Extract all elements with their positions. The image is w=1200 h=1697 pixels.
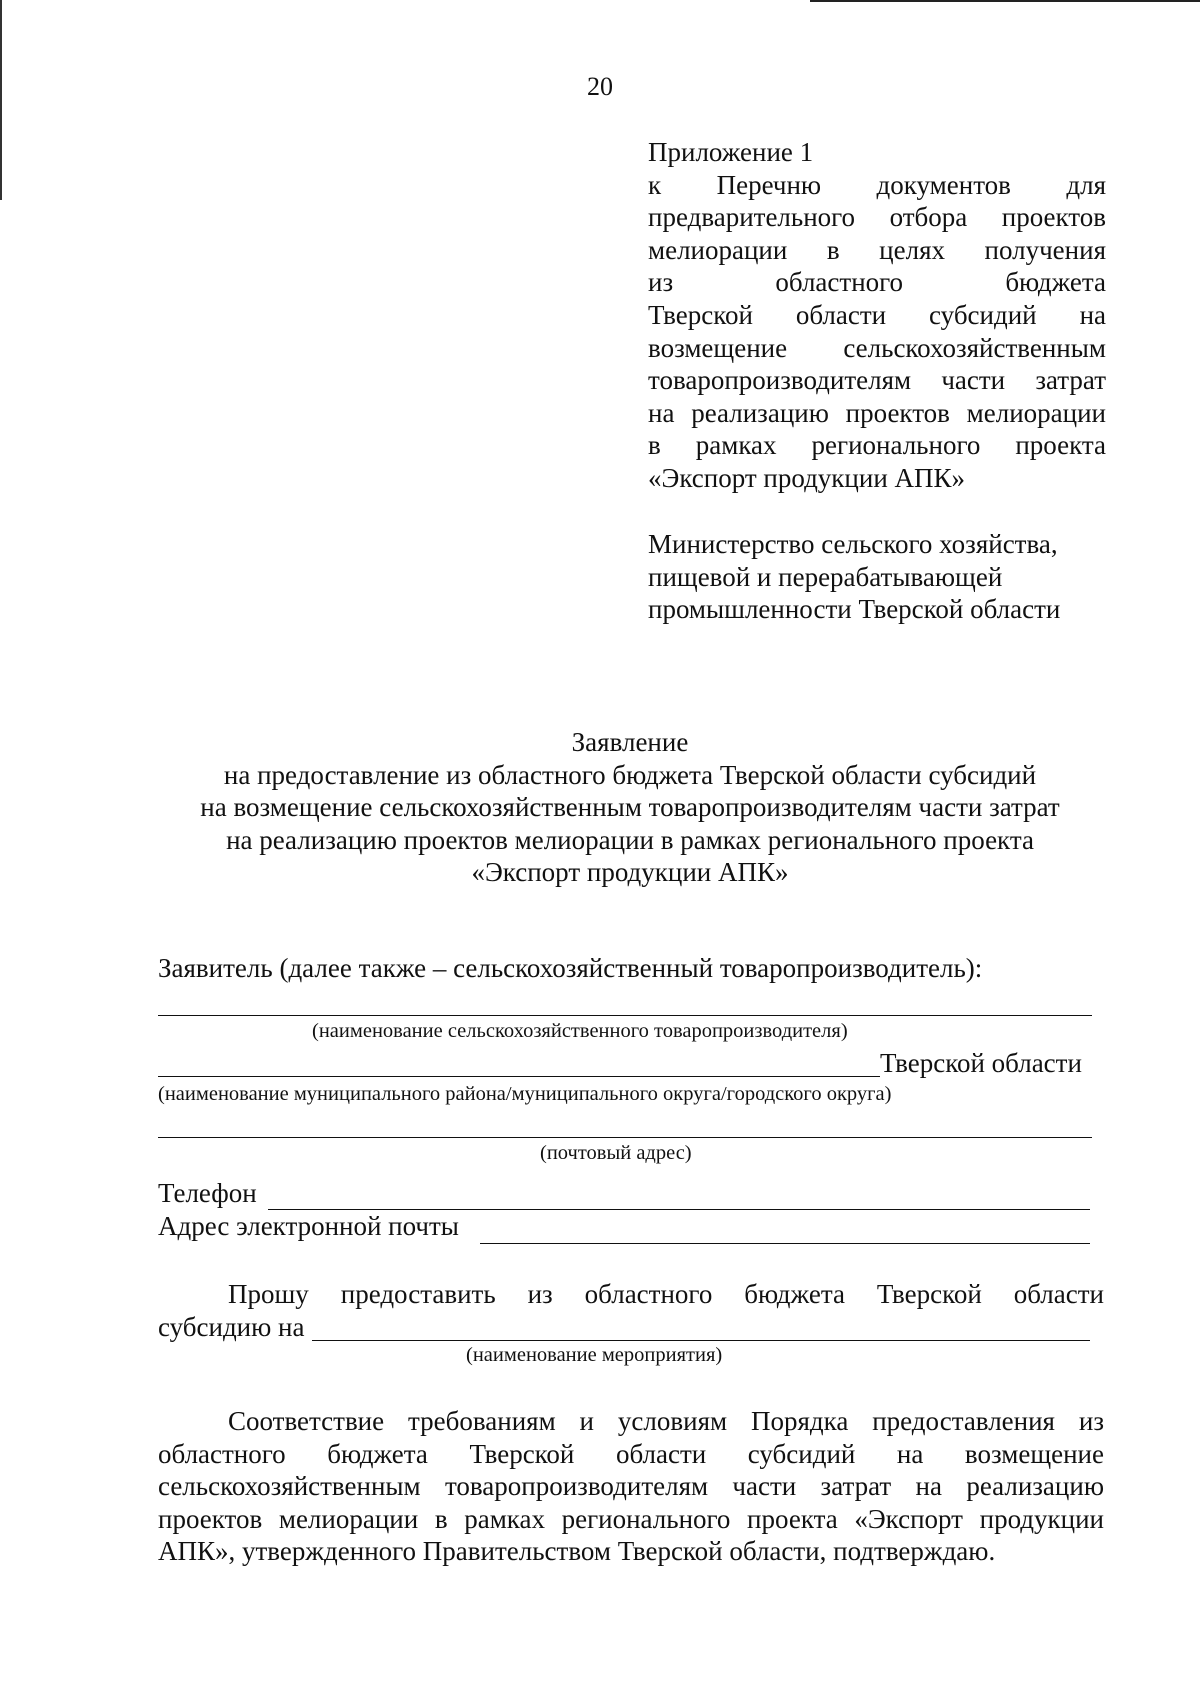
appendix-title: Приложение 1 xyxy=(648,137,814,167)
municipality-caption: (наименование муниципального района/муниципального округа/городского округа) xyxy=(158,1083,892,1105)
postal-address-caption: (почтовый адрес) xyxy=(540,1142,692,1164)
title-line: Заявление xyxy=(571,727,689,757)
scan-edge-line xyxy=(810,0,1200,2)
municipality-field[interactable] xyxy=(158,1076,880,1077)
request-paragraph xyxy=(158,1278,1104,1343)
postal-address-field[interactable] xyxy=(158,1137,1092,1138)
compliance-line: проектов мелиорации в рамках регионального проекта «Экспорт продукции xyxy=(158,1503,1104,1534)
addressee-line: промышленности Тверской области xyxy=(648,594,1061,625)
appendix-block xyxy=(648,136,1106,495)
email-label: Адрес электронной почты xyxy=(158,1211,459,1241)
appendix-line: предварительного отбора проектов xyxy=(648,202,1106,233)
event-name-caption: (наименование мероприятия) xyxy=(466,1344,723,1366)
title-line: на предоставление из областного бюджета Тверской области субсидий xyxy=(223,759,1037,790)
appendix-line: на реализацию проектов мелиорации xyxy=(648,397,1106,428)
appendix-line: в рамках регионального проекта xyxy=(648,430,1106,461)
compliance-line: сельскохозяйственным товаропроизводителям части затрат на реализацию xyxy=(158,1471,1104,1502)
title-line: на реализацию проектов мелиорации в рамках регионального проекта xyxy=(226,824,1034,855)
request-line: Прошу предоставить из областного бюджета Тверской области xyxy=(228,1279,1104,1309)
appendix-line: «Экспорт продукции АПК» xyxy=(648,462,966,493)
document-title xyxy=(0,726,1200,889)
email-field[interactable] xyxy=(480,1243,1090,1244)
appendix-line: возмещение сельскохозяйственным xyxy=(648,332,1106,363)
addressee-line: пищевой и перерабатывающей xyxy=(648,561,1003,592)
appendix-line: к Перечню документов для xyxy=(648,169,1106,200)
compliance-line: АПК», утвержденного Правительством Тверской области, подтверждаю. xyxy=(158,1536,996,1567)
compliance-line: областного бюджета Тверской области субсидий на возмещение xyxy=(158,1438,1104,1469)
phone-field[interactable] xyxy=(268,1209,1090,1210)
appendix-line: Тверской области субсидий на xyxy=(648,299,1106,330)
title-line: на возмещение сельскохозяйственным товаропроизводителям части затрат xyxy=(200,792,1060,823)
region-suffix: Тверской области xyxy=(880,1048,1082,1078)
request-line: субсидию на xyxy=(158,1311,305,1342)
appendix-line: из областного бюджета xyxy=(648,267,1106,298)
compliance-line: Соответствие требованиям и условиям Порядка предоставления из xyxy=(228,1406,1104,1436)
page-number: 20 xyxy=(587,72,613,101)
event-name-field[interactable] xyxy=(312,1340,1090,1341)
appendix-line: товаропроизводителям части затрат xyxy=(648,365,1106,396)
addressee-line: Министерство сельского хозяйства, xyxy=(648,529,1058,559)
phone-label: Телефон xyxy=(158,1178,257,1208)
compliance-paragraph xyxy=(158,1405,1104,1568)
addressee-block xyxy=(648,528,1106,626)
producer-name-caption: (наименование сельскохозяйственного товаропроизводителя) xyxy=(312,1020,848,1042)
title-line: «Экспорт продукции АПК» xyxy=(471,857,789,888)
producer-name-field[interactable] xyxy=(158,1015,1092,1016)
appendix-line: мелиорации в целях получения xyxy=(648,234,1106,265)
applicant-label: Заявитель (далее также – сельскохозяйственный товаропроизводитель): xyxy=(158,953,983,983)
